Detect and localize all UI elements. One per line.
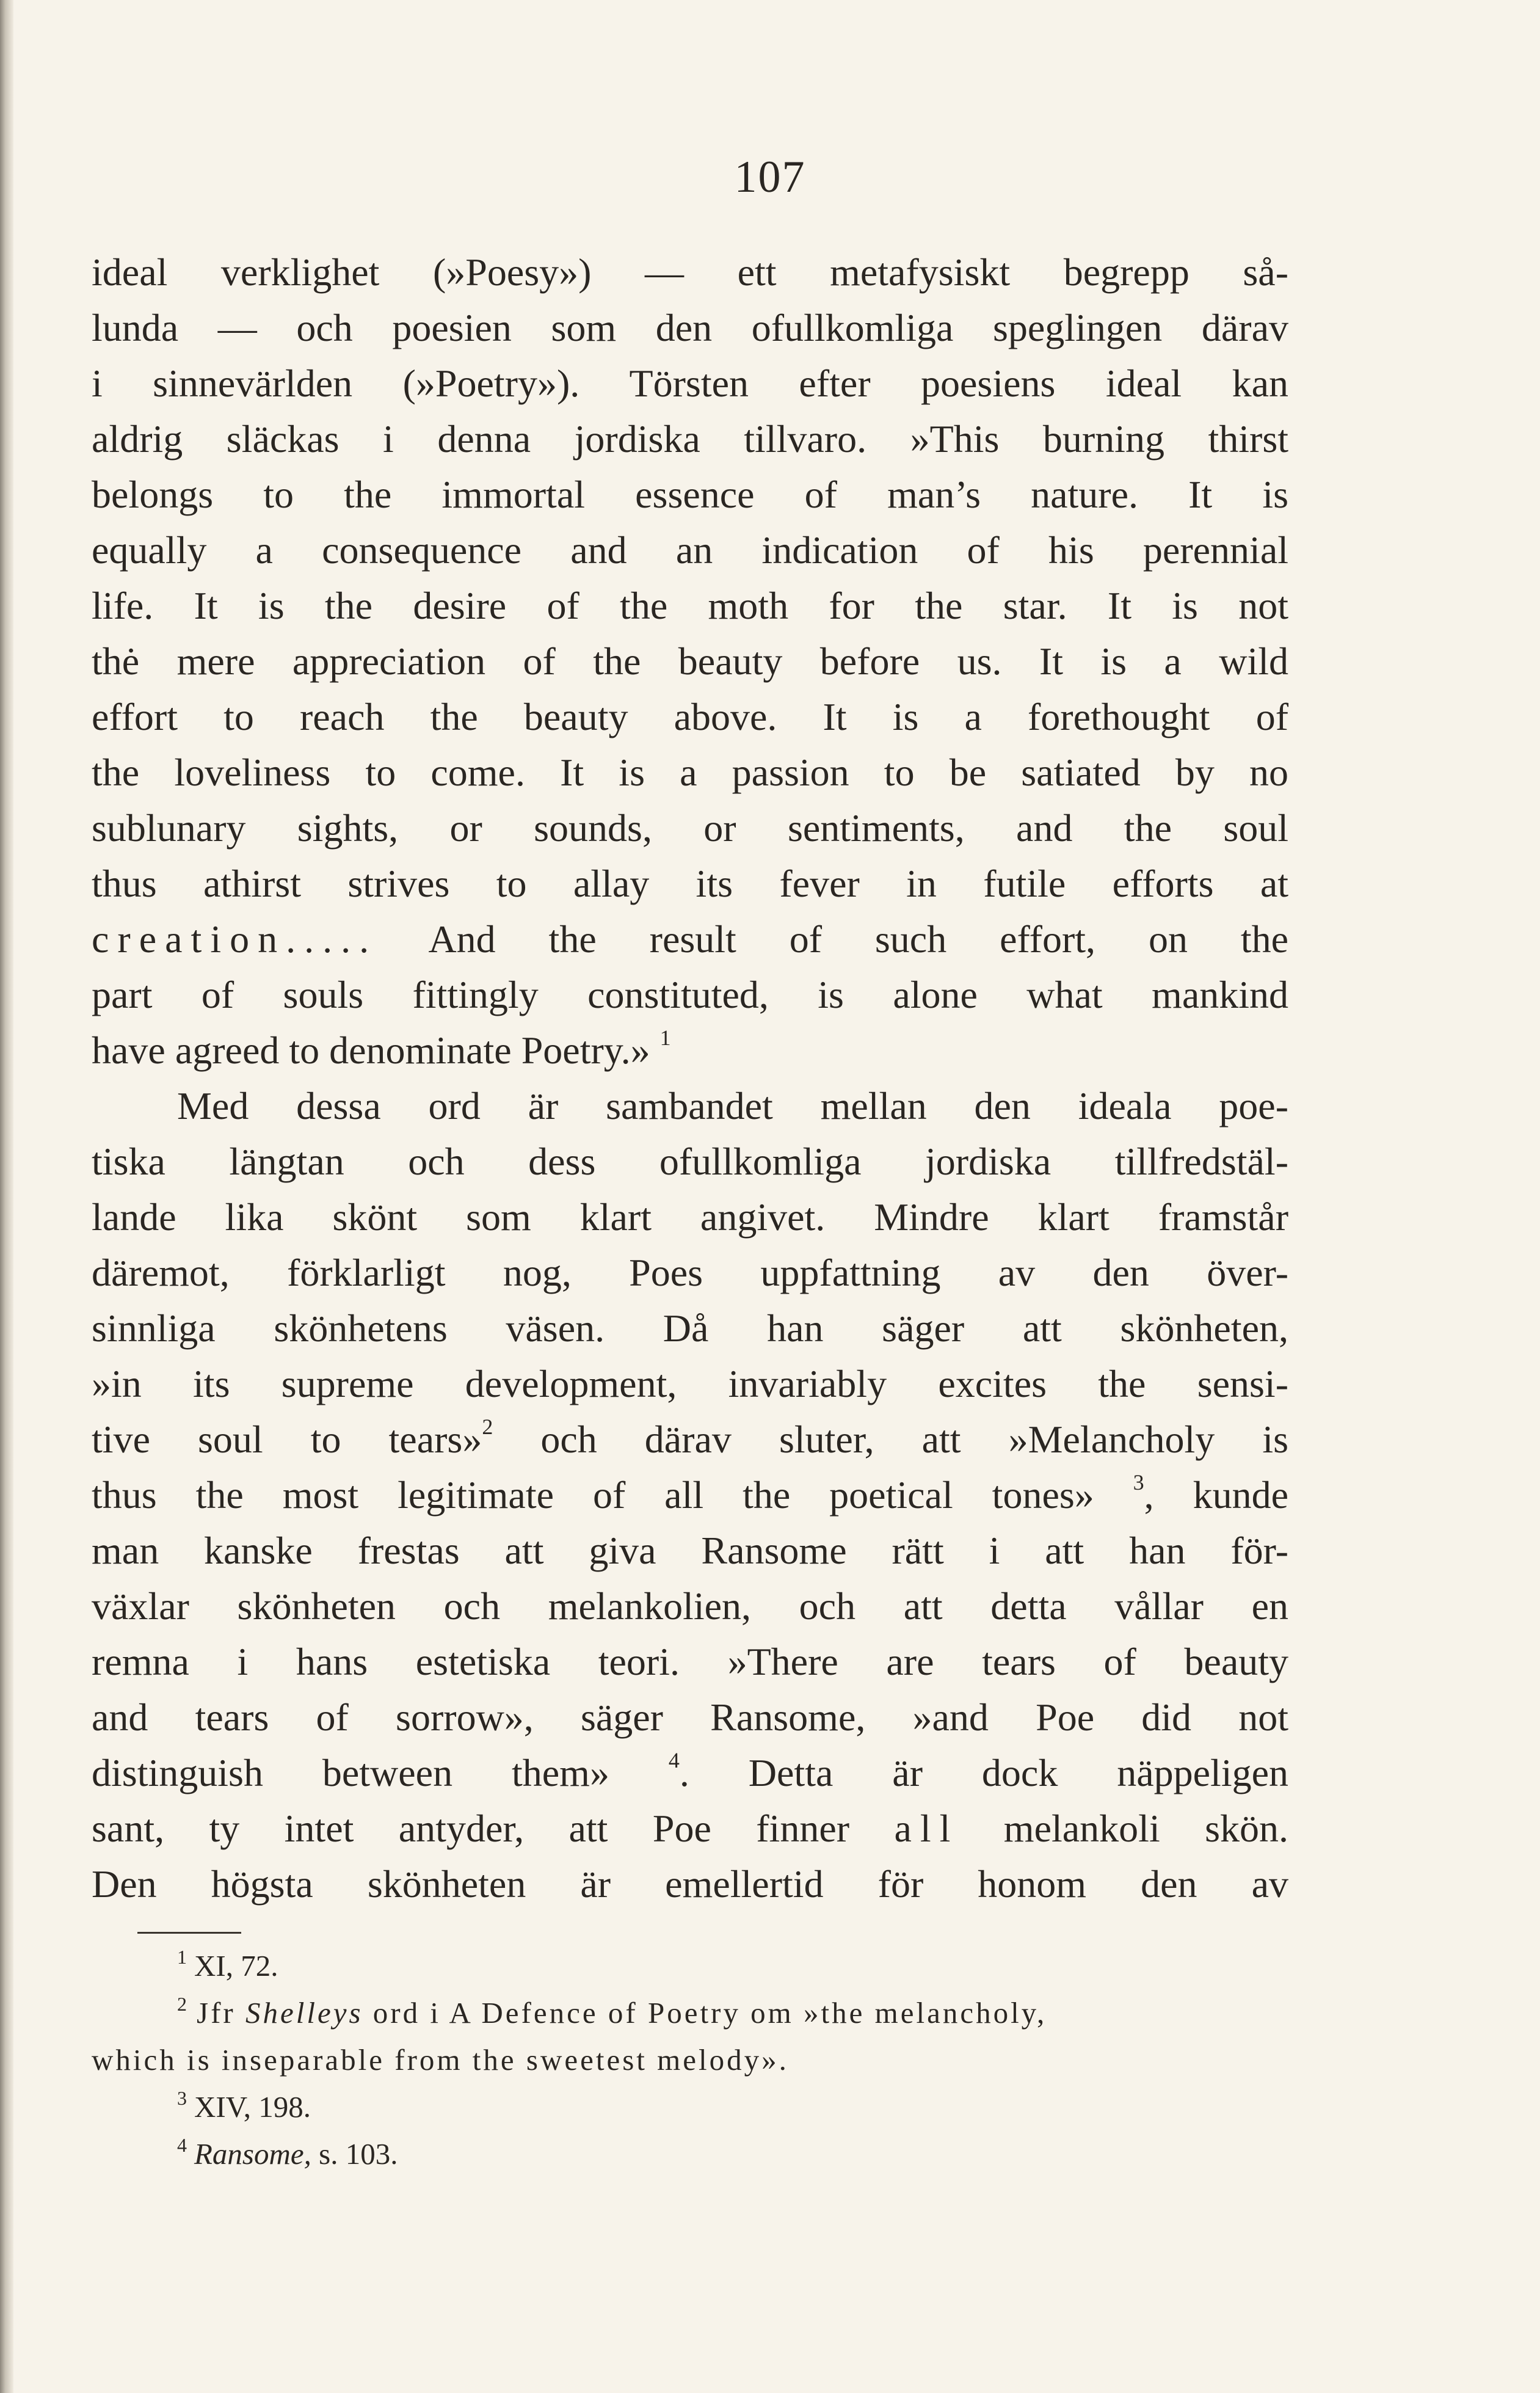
text-line (92, 911, 1288, 967)
text-line: i sinnevärlden (»Poetry»). Törsten efter poesiens ideal kan (92, 362, 1288, 405)
text-line: man kanske frestas att giva Ransome rätt i att han för- (92, 1529, 1288, 1572)
text-fragment: . Detta är dock näppeligen (679, 1751, 1289, 1794)
text-fragment: och därav sluter, att »Melancholy is (493, 1418, 1289, 1461)
page-number: 107 (734, 152, 806, 202)
text-fragment: thus the most legitimate of all the poetical tones» (92, 1473, 1094, 1517)
footnote-marker: 1 (177, 1946, 187, 1968)
footnote-ref[interactable]: 3 (1133, 1470, 1144, 1495)
text-line: ideal verklighet (»Poesy») — ett metafysiskt begrepp så- (92, 250, 1288, 294)
text-line (92, 1801, 1288, 1856)
text-line: remna i hans estetiska teori. »There are tears of beauty (92, 1640, 1288, 1683)
footnote-4 (92, 2130, 1288, 2177)
text-line (92, 1467, 1288, 1523)
text-line: life. It is the desire of the moth for the star. It is not (92, 584, 1288, 627)
text-line: däremot, förklarligt nog, Poes uppfattning av den över- (92, 1251, 1288, 1294)
text-line (92, 1022, 1288, 1078)
text-line: sinnliga skönhetens väsen. Då han säger att skönheten, (92, 1306, 1288, 1350)
text-line: »in its supreme development, invariably excites the sensi- (92, 1362, 1288, 1405)
text-line: effort to reach the beauty above. It is a forethought of (92, 695, 1288, 738)
footnote-ref[interactable]: 2 (482, 1415, 493, 1439)
footnote-italic: Shelleys (245, 1996, 363, 2030)
paragraph-start: Med dessa ord är sambandet mellan den ideala poe- (177, 1084, 1288, 1127)
body-text (92, 244, 1288, 1912)
spaced-word: creation..... (92, 917, 378, 961)
footnote-text: Jfr (197, 1996, 245, 2030)
text-line (92, 1745, 1288, 1801)
footnote-marker: 4 (177, 2134, 187, 2156)
binding-edge (0, 0, 13, 2393)
text-line: the loveliness to come. It is a passion to be satiated by no (92, 751, 1288, 794)
text-fragment: melankoli skön. (959, 1807, 1289, 1850)
text-line (92, 1411, 1288, 1467)
text-line: and tears of sorrow», säger Ransome, »and Poe did not (92, 1695, 1288, 1739)
footnote-ref[interactable]: 4 (668, 1748, 680, 1772)
text-line: part of souls fittingly constituted, is alone what mankind (92, 973, 1288, 1016)
footnote-text: ord i A Defence of Poetry om »the melancholy, (363, 1996, 1047, 2030)
text-line: equally a consequence and an indication of his perennial (92, 528, 1288, 572)
footnote-divider (137, 1932, 241, 1934)
footnote-text: XIV, 198. (194, 2090, 311, 2124)
footnote-italic: Ransome, (194, 2137, 311, 2171)
footnote-text: XI, 72. (194, 1949, 278, 1983)
text-line: Den högsta skönheten är emellertid för honom den av (92, 1862, 1288, 1906)
text-line: aldrig släckas i denna jordiska tillvaro. »This burning thirst (92, 417, 1288, 461)
text-line: thus athirst strives to allay its fever in futile efforts at (92, 862, 1288, 905)
text-line: tiska längtan och dess ofullkomliga jordiska tillfredstäl- (92, 1140, 1288, 1183)
text-fragment: , kunde (1144, 1473, 1288, 1517)
footnotes (92, 1942, 1288, 2177)
footnote-ref[interactable]: 1 (659, 1025, 671, 1050)
footnote-marker: 3 (177, 2087, 187, 2109)
text-line: thė mere appreciation of the beauty before us. It is a wild (92, 639, 1288, 683)
text-line: lunda — och poesien som den ofullkomliga speglingen därav (92, 306, 1288, 349)
footnote-text: s. 103. (311, 2137, 398, 2171)
footnote-2-continued: which is inseparable from the sweetest melody». (92, 2043, 789, 2077)
text-fragment: have agreed to denominate Poetry.» (92, 1029, 650, 1072)
text-line: belongs to the immortal essence of man’s nature. It is (92, 473, 1288, 516)
text-line: sublunary sights, or sounds, or sentiments, and the soul (92, 806, 1288, 850)
text-fragment: sant, ty intet antyder, att Poe finner (92, 1807, 895, 1850)
footnote-3 (92, 2083, 1288, 2130)
spaced-word: all (894, 1807, 959, 1850)
text-line: lande lika skönt som klart angivet. Mindre klart framstår (92, 1195, 1288, 1239)
text-fragment: distinguish between them» (92, 1751, 609, 1794)
footnote-2 (92, 1989, 1288, 2036)
text-fragment: tive soul to tears» (92, 1418, 482, 1461)
footnote-1 (92, 1942, 1288, 1989)
text-line: växlar skönheten och melankolien, och att detta vållar en (92, 1584, 1288, 1628)
footnote-marker: 2 (177, 1993, 189, 2015)
text-fragment: And the result of such effort, on the (428, 917, 1289, 961)
